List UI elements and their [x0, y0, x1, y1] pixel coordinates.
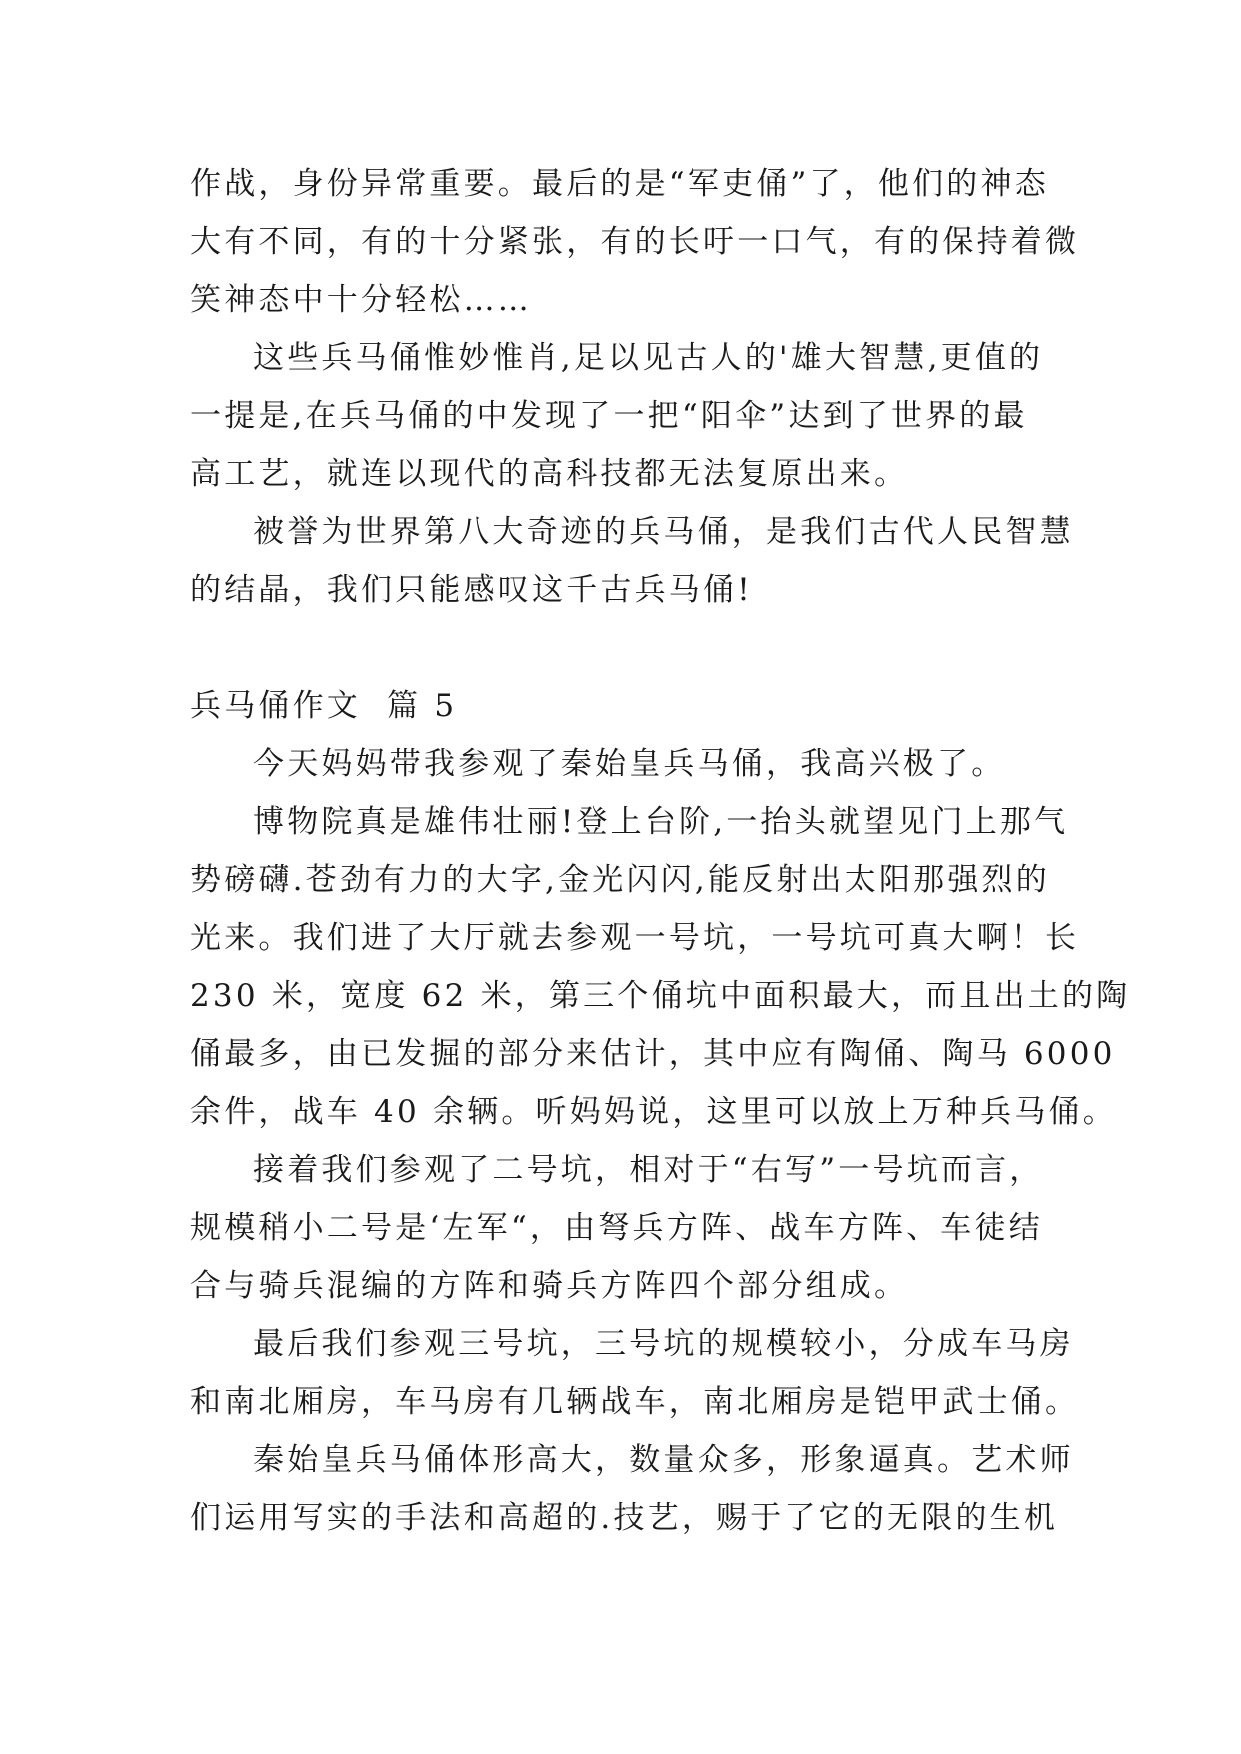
section-heading: 兵马俑作文 篇 5 [190, 688, 458, 724]
text-line: 笑神态中十分轻松…… [190, 282, 532, 318]
text-line: 俑最多，由已发掘的部分来估计，其中应有陶俑、陶马 6000 [190, 1036, 1116, 1072]
text-line: 大有不同，有的十分紧张，有的长吁一口气，有的保持着微 [190, 224, 1080, 260]
paragraph-start-line: 接着我们参观了二号坑，相对于“右写”一号坑而言， [253, 1152, 1044, 1188]
text-line: 合与骑兵混编的方阵和骑兵方阵四个部分组成。 [190, 1268, 909, 1304]
text-line: 光来。我们进了大厅就去参观一号坑，一号坑可真大啊！长 [190, 920, 1080, 956]
paragraph-start-line: 秦始皇兵马俑体形高大，数量众多，形象逼真。艺术师 [253, 1442, 1074, 1478]
text-line: 们运用写实的手法和高超的.技艺，赐于了它的无限的生机 [190, 1500, 1059, 1536]
text-line: 高工艺，就连以现代的高科技都无法复原出来。 [190, 456, 909, 492]
text-line: 规模稍小二号是‘左军“，由弩兵方阵、战车方阵、车徒结 [190, 1210, 1043, 1246]
paragraph-start-line: 博物院真是雄伟壮丽!登上台阶,一抬头就望见门上那气 [253, 804, 1069, 840]
text-line: 和南北厢房，车马房有几辆战车，南北厢房是铠甲武士俑。 [190, 1384, 1080, 1420]
paragraph-start-line: 今天妈妈带我参观了秦始皇兵马俑，我高兴极了。 [253, 746, 1006, 782]
text-line: 势磅礴.苍劲有力的大字,金光闪闪,能反射出太阳那强烈的 [190, 862, 1050, 898]
paragraph-start-line: 这些兵马俑惟妙惟肖,足以见古人的'雄大智慧,更值的 [253, 340, 1044, 376]
text-line: 作战，身份异常重要。最后的是“军吏俑”了，他们的神态 [190, 166, 1049, 202]
text-line: 余件，战车 40 余辆。听妈妈说，这里可以放上万种兵马俑。 [190, 1094, 1117, 1130]
text-line: 的结晶，我们只能感叹这千古兵马俑! [190, 572, 753, 608]
paragraph-start-line: 最后我们参观三号坑，三号坑的规模较小，分成车马房 [253, 1326, 1074, 1362]
text-line: 230 米，宽度 62 米，第三个俑坑中面积最大，而且出土的陶 [190, 978, 1131, 1014]
paragraph-start-line: 被誉为世界第八大奇迹的兵马俑，是我们古代人民智慧 [253, 514, 1074, 550]
text-line: 一提是,在兵马俑的中发现了一把“阳伞”达到了世界的最 [190, 398, 1028, 434]
